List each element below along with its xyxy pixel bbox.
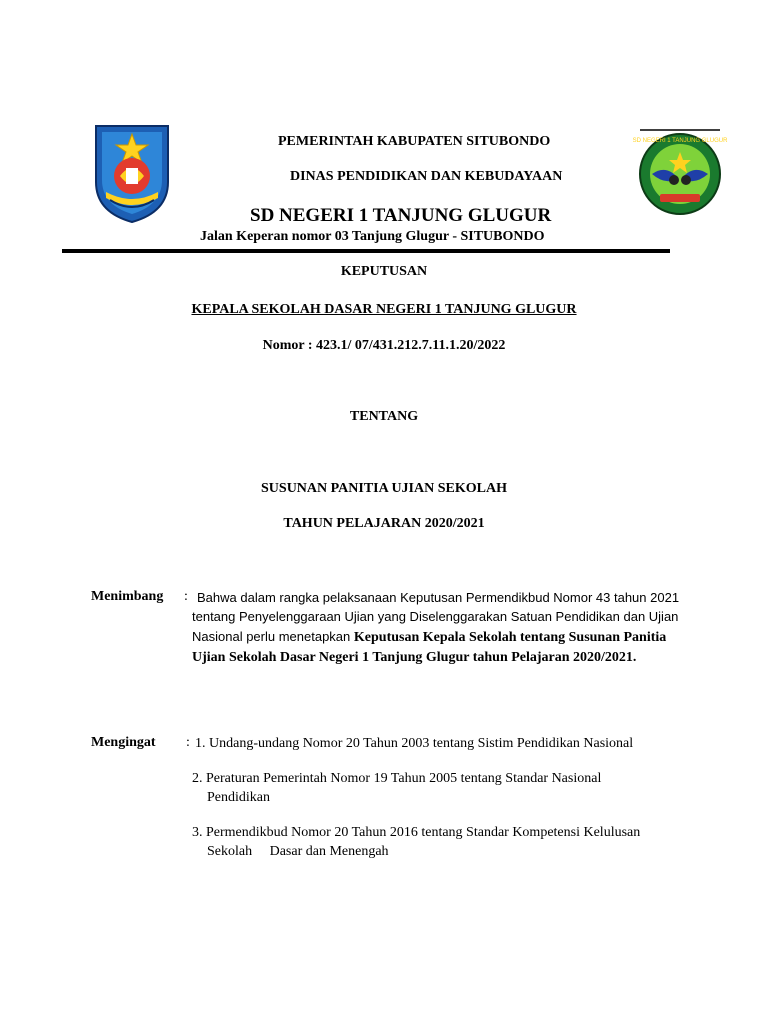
decree-issuer: KEPALA SEKOLAH DASAR NEGERI 1 TANJUNG GLUGUR <box>191 302 577 317</box>
menimbang-label: Menimbang <box>91 589 164 604</box>
government-name: PEMERINTAH KABUPATEN SITUBONDO <box>278 134 551 149</box>
mengingat-item-1 <box>195 734 695 753</box>
mengingat-colon: : <box>186 735 190 750</box>
mengingat-item-3-text: 3. Permendikbud Nomor 20 Tahun 2016 tentang Standar Kompetensi Kelulusan <box>192 825 641 840</box>
decree-number: Nomor : 423.1/ 07/431.212.7.11.1.20/2022 <box>262 338 506 353</box>
menimbang-colon: : <box>184 589 188 604</box>
school-logo-text: SD NEGERI 1 TANJUNG GLUGUR <box>632 138 728 144</box>
mengingat-item-3 <box>192 823 692 861</box>
mengingat-item-1-text: 1. Undang-undang Nomor 20 Tahun 2003 tentang Sistim Pendidikan Nasional <box>195 736 634 751</box>
decree-year: TAHUN PELAJARAN 2020/2021 <box>283 516 485 531</box>
school-logo-icon <box>632 128 728 218</box>
menimbang-text-bold: Keputusan Kepala Sekolah tentang Susunan Panitia Ujian Sekolah Dasar Negeri 1 Tanjung Glugur tahun Pelajaran 2020/2021. <box>192 629 667 665</box>
mengingat-item-2-text: 2. Peraturan Pemerintah Nomor 19 Tahun 2005 tentang Standar Nasional <box>192 771 602 786</box>
school-address: Jalan Keperan nomor 03 Tanjung Glugur - SITUBONDO <box>200 229 545 244</box>
department-name: DINAS PENDIDIKAN DAN KEBUDAYAAN <box>290 169 563 184</box>
letterhead-divider <box>62 249 670 253</box>
school-name: SD NEGERI 1 TANJUNG GLUGUR <box>250 205 552 226</box>
situbondo-emblem-icon <box>92 120 172 224</box>
menimbang-text <box>192 588 682 667</box>
menimbang-text-plain: Bahwa dalam rangka pelaksanaan Keputusan Permendikbud Nomor 43 tahun 2021 tentang Penyelenggaraan Ujian yang Diselenggarakan Satuan Pendidikan dan Ujian Nasional perlu menetapkan <box>192 590 680 644</box>
mengingat-item-2-cont: Pendidikan <box>207 790 270 805</box>
decree-title: KEPUTUSAN <box>340 264 428 279</box>
mengingat-item-3-cont: Sekolah Dasar dan Menengah <box>207 844 389 859</box>
mengingat-label: Mengingat <box>91 735 156 750</box>
decree-subject: SUSUNAN PANITIA UJIAN SEKOLAH <box>261 481 507 496</box>
decree-about: TENTANG <box>349 409 419 424</box>
mengingat-item-2 <box>192 769 692 807</box>
